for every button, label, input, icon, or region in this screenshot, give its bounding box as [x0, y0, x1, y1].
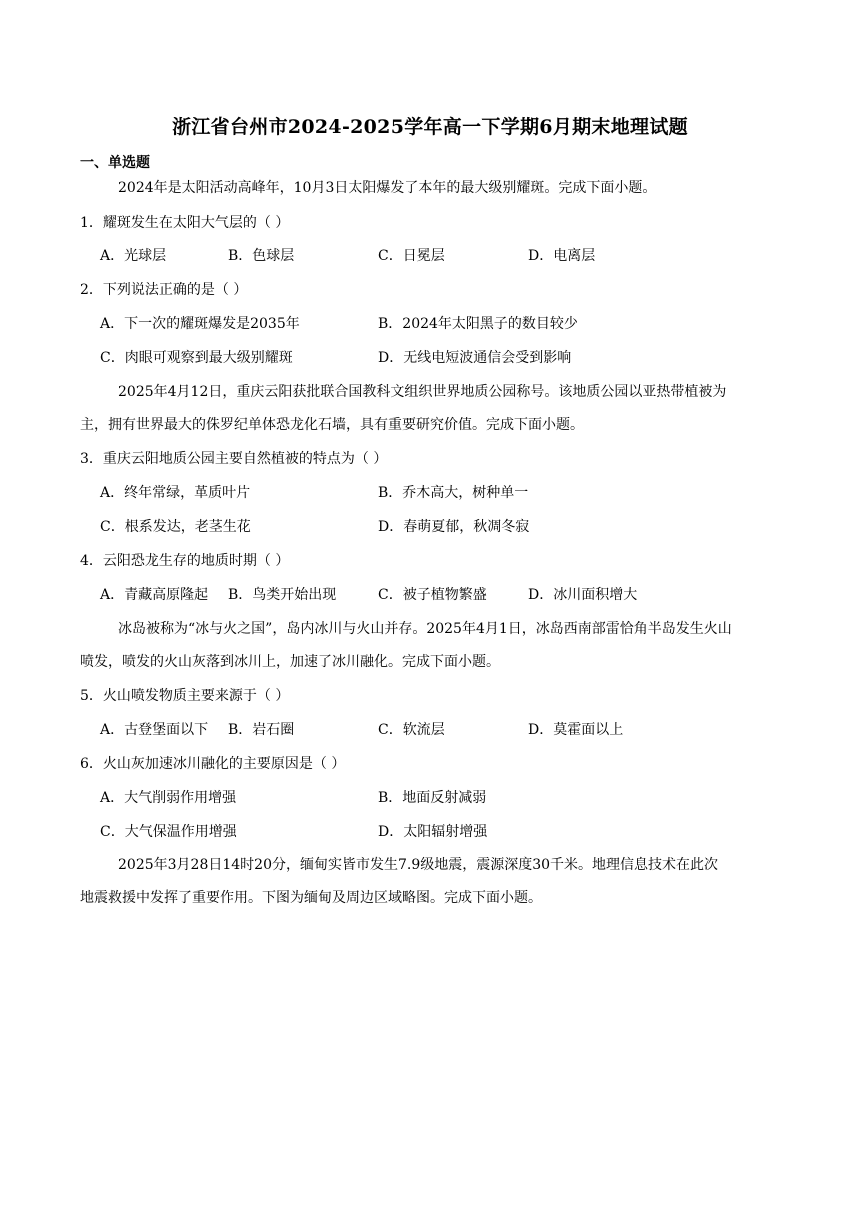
- question-1-stem: 1．耀斑发生在太阳大气层的（ ）: [80, 215, 290, 231]
- question-3-option-b[interactable]: B．乔木高大，树种单一: [378, 485, 529, 501]
- question-3-option-c[interactable]: C．根系发达，老茎生花: [100, 519, 251, 535]
- question-6-option-b[interactable]: B．地面反射减弱: [378, 790, 487, 806]
- question-4-stem: 4．云阳恐龙生存的地质时期（ ）: [80, 553, 290, 569]
- question-2-option-d[interactable]: D．无线电短波通信会受到影响: [378, 350, 572, 366]
- question-5-option-d[interactable]: D．莫霍面以上: [528, 722, 624, 738]
- question-5-option-a[interactable]: A．古登堡面以下: [100, 722, 209, 738]
- question-2-option-b[interactable]: B．2024年太阳黑子的数目较少: [378, 316, 578, 332]
- question-2-stem: 2．下列说法正确的是（ ）: [80, 282, 248, 298]
- question-4-option-d[interactable]: D．冰川面积增大: [528, 587, 638, 603]
- question-4-option-c[interactable]: C．被子植物繁盛: [378, 587, 487, 603]
- question-3-stem: 3．重庆云阳地质公园主要自然植被的特点为（ ）: [80, 451, 388, 467]
- page-title: 浙江省台州市2024-2025学年高一下学期6月期末地理试题: [172, 116, 688, 138]
- section-heading: 一、单选题: [80, 155, 150, 171]
- question-6-stem: 6．火山灰加速冰川融化的主要原因是（ ）: [80, 756, 346, 772]
- passage-3-line-2: 喷发，喷发的火山灰落到冰川上，加速了冰川融化。完成下面小题。: [80, 654, 500, 670]
- passage-4-line-1: 2025年3月28日14时20分，缅甸实皆市发生7.9级地震，震源深度30千米。地理信息技术在此次: [118, 857, 719, 873]
- question-5-option-b[interactable]: B．岩石圈: [228, 722, 295, 738]
- question-1-option-d[interactable]: D．电离层: [528, 248, 596, 264]
- question-3-option-d[interactable]: D．春萌夏郁，秋凋冬寂: [378, 519, 530, 535]
- question-1-option-a[interactable]: A．光球层: [100, 248, 167, 264]
- question-1-option-b[interactable]: B．色球层: [228, 248, 295, 264]
- question-6-option-c[interactable]: C．大气保温作用增强: [100, 824, 237, 840]
- question-2-option-c[interactable]: C．肉眼可观察到最大级别耀斑: [100, 350, 293, 366]
- question-5-option-c[interactable]: C．软流层: [378, 722, 445, 738]
- passage-4-line-2: 地震救援中发挥了重要作用。下图为缅甸及周边区域略图。完成下面小题。: [80, 890, 542, 906]
- question-5-stem: 5．火山喷发物质主要来源于（ ）: [80, 688, 290, 704]
- question-2-option-a[interactable]: A．下一次的耀斑爆发是2035年: [100, 316, 300, 332]
- passage-3-line-1: 冰岛被称为“冰与火之国”，岛内冰川与火山并存。2025年4月1日，冰岛西南部雷恰角半岛发生火山: [118, 621, 732, 637]
- question-3-option-a[interactable]: A．终年常绿，革质叶片: [100, 485, 251, 501]
- question-6-option-d[interactable]: D．太阳辐射增强: [378, 824, 488, 840]
- question-4-option-b[interactable]: B．鸟类开始出现: [228, 587, 337, 603]
- question-4-option-a[interactable]: A．青藏高原隆起: [100, 587, 209, 603]
- passage-2-line-1: 2025年4月12日，重庆云阳获批联合国教科文组织世界地质公园称号。该地质公园以亚热带植被为: [118, 384, 727, 400]
- passage-1: 2024年是太阳活动高峰年，10月3日太阳爆发了本年的最大级别耀斑。完成下面小题。: [118, 180, 657, 196]
- question-1-option-c[interactable]: C．日冕层: [378, 248, 445, 264]
- question-6-option-a[interactable]: A．大气削弱作用增强: [100, 790, 237, 806]
- passage-2-line-2: 主，拥有世界最大的侏罗纪单体恐龙化石墙，具有重要研究价值。完成下面小题。: [80, 417, 584, 433]
